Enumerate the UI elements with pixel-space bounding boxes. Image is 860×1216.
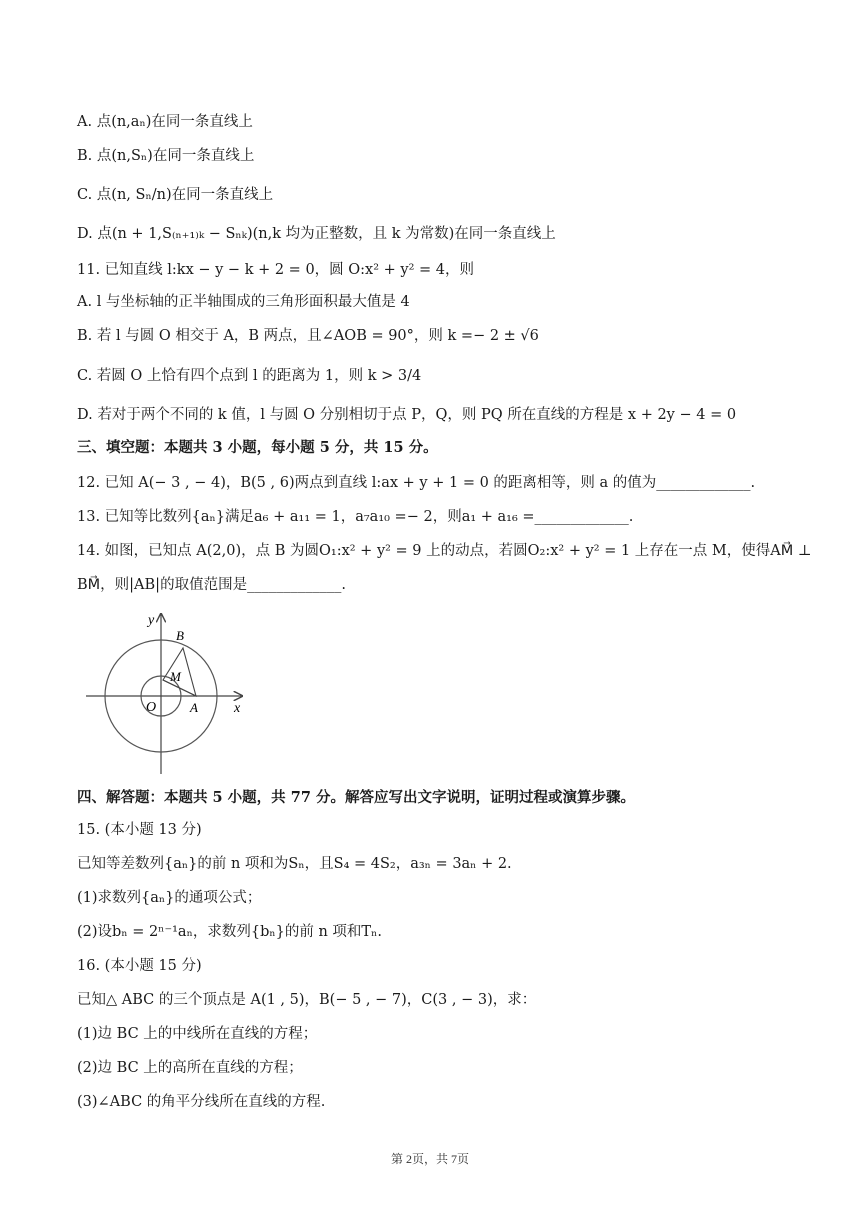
page-footer: 第 2页，共 7页 xyxy=(390,1152,469,1166)
section-4-heading: 四、解答题：本题共 5 小题，共 77 分。解答应写出文字说明，证明过程或演算步骤。 xyxy=(77,789,635,806)
q16-part3: (3)∠ABC 的角平分线所在直线的方程. xyxy=(77,1094,326,1110)
section-3-heading: 三、填空题：本题共 3 小题，每小题 5 分，共 15 分。 xyxy=(77,439,438,456)
label-a: A xyxy=(190,700,198,715)
label-o: O xyxy=(146,700,157,715)
q16-part2: (2)边 BC 上的高所在直线的方程； xyxy=(77,1060,303,1076)
line-11d: D. 若对于两个不同的 k 值，l 与圆 O 分别相切于点 P，Q，则 PQ 所在直线的方程是 x + 2y − 4 = 0 xyxy=(77,407,737,423)
q15-stem: 已知等差数列{aₙ}的前 n 项和为Sₙ，且S₄ = 4S₂，a₃ₙ = 3aₙ + 2. xyxy=(77,856,512,872)
label-y: y xyxy=(148,613,155,628)
line-11c: C. 若圆 O 上恰有四个点到 l 的距离为 1，则 k > 3/4 xyxy=(77,368,422,384)
question-15: 15. (本小题 13 分) xyxy=(77,822,202,838)
line-11a: A. l 与坐标轴的正半轴围成的三角形面积最大值是 4 xyxy=(77,294,410,310)
question-12: 12. 已知 A(− 3 , − 4)，B(5 , 6)两点到直线 l:ax + y + 1 = 0 的距离相等，则 a 的值为_____________. xyxy=(77,475,756,491)
question-14: 14. 如图，已知点 A(2,0)，点 B 为圆O₁:x² + y² = 9 上的动点，若圆O₂:x² + y² = 1 上存在一点 M，使得AM⃗ ⊥ xyxy=(77,543,812,559)
line-10b: B. 点(n,Sₙ)在同一条直线上 xyxy=(77,148,255,164)
line-10d: D. 点(n + 1,S₍ₙ₊₁₎ₖ − Sₙₖ)(n,k 均为正整数，且 k 为常数)在同一条直线上 xyxy=(77,226,556,242)
q16-stem: 已知△ ABC 的三个顶点是 A(1 , 5)，B(− 5 , − 7)，C(3 , − 3)，求： xyxy=(77,992,537,1008)
line-10c: C. 点(n, Sₙ/n)在同一条直线上 xyxy=(77,187,274,203)
question-13: 13. 已知等比数列{aₙ}满足a₆ + a₁₁ = 1，a₇a₁₀ =− 2，则a₁ + a₁₆ =_____________. xyxy=(77,509,634,525)
q15-part1: (1)求数列{aₙ}的通项公式； xyxy=(77,890,262,906)
question-14-cont: BM⃗，则|AB|的取值范围是_____________. xyxy=(77,577,346,593)
q15-part2: (2)设bₙ = 2ⁿ⁻¹aₙ，求数列{bₙ}的前 n 项和Tₙ. xyxy=(77,924,382,940)
line-10a: A. 点(n,aₙ)在同一条直线上 xyxy=(77,114,253,130)
label-b: B xyxy=(176,628,184,643)
q16-part1: (1)边 BC 上的中线所在直线的方程； xyxy=(77,1026,318,1042)
question-16: 16. (本小题 15 分) xyxy=(77,958,202,974)
line-11b: B. 若 l 与圆 O 相交于 A，B 两点，且∠AOB = 90°，则 k =− 2 ± √6 xyxy=(77,328,539,344)
circle-figure xyxy=(84,608,254,778)
label-x: x xyxy=(234,701,241,716)
label-m: M xyxy=(170,669,181,684)
question-11: 11. 已知直线 l:kx − y − k + 2 = 0，圆 O:x² + y² = 4，则 xyxy=(77,262,475,278)
